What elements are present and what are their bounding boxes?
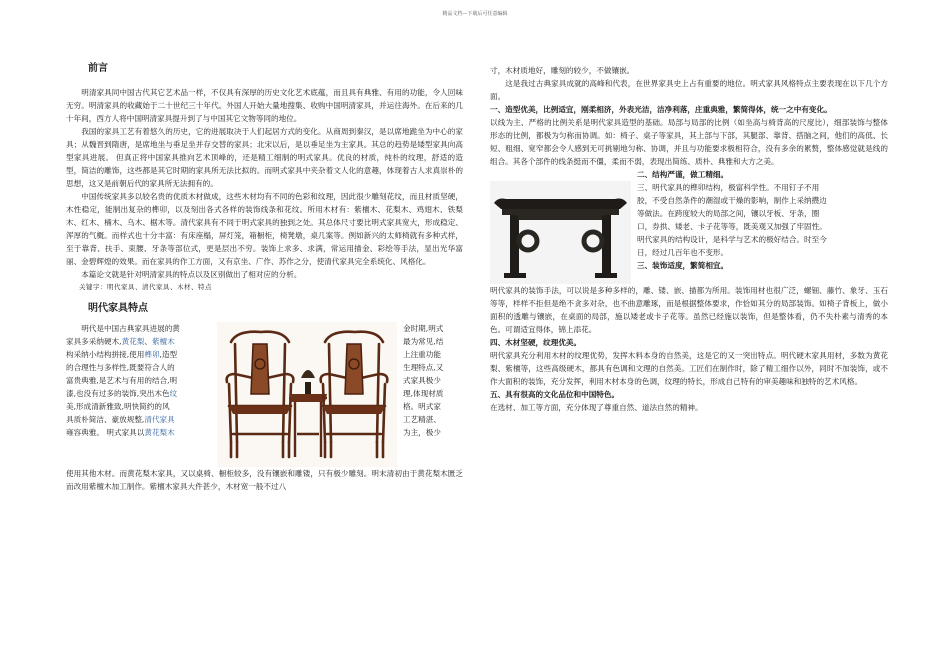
structure-line: 口，券拱、矮老、卡子花等等，既美观又加强了牢固性。 (637, 222, 827, 231)
paragraph-3: 明代家具的装饰手法，可以说是多种多样的，雕、镂、嵌、描都为所用。装饰用材也很广泛，螺钿、藤竹、象牙、玉石等等，样样不拒但是绝不贪多对杂，也不曲意雕琢，而是根据整体要求，作恰如其分的局部装饰。如椅子背板上，做小面积的透雕与镶嵌，在桌面的局部，施以矮老或卡子花等。虽然已经施以装饰，但是整体看，仍不失朴素与清秀的本色。可谓适宜得体，锦上添花。 (490, 286, 888, 334)
wrap-line: 明代是中国古典家具进展的黄 (81, 324, 180, 333)
wrap-line: 美,形成清新雅致,明快简约的风 (66, 402, 170, 411)
intro-line-1: 寸，木材质地好，雕刻的较少，不做镶嵌。 (490, 66, 635, 75)
wrap-line: 构采纳小结构拼接,使用榫卯,造型 (66, 350, 178, 359)
wrap-line: 的合理性与多样性,既要符合人的 (66, 363, 175, 372)
page-header: 精品文档—下载后可任意编辑 (442, 11, 508, 17)
intro-line-2: 这是我过古典家具成就的高峰和代表，在世界家具史上占有重要的地位。明式家具风格特点主要表现在以下几个方面。 (490, 79, 888, 101)
wrap-line: 漆,也没有过多的装饰,突出木色纹 (66, 389, 178, 398)
wrap-line: 家具多采纳硬木,黄花梨、紫檀木 (66, 337, 175, 346)
structure-line: 日，经过几百年也不变形。 (637, 248, 729, 257)
heading-3: 三、装饰适度，繁简相宜。 (637, 261, 729, 270)
preface-title: 前言 (88, 63, 108, 74)
left-column (66, 62, 463, 493)
link-huanghualimu[interactable]: 黄花梨木 (144, 428, 175, 437)
preface-paragraph-2: 我国的家具工艺有着悠久的历史，它的进展取决于人们起居方式的变化。从商周到秦汉，是以席地跪坐为中心的家具；从魏晋到隋唐，是席地坐与垂足坐并存交替的家具；北宋以后，是以垂足坐为主家具。其总的趋势是矮型家具向高型家具进展。 但真正将中国家具推向艺术顶峰的，还是精工细制的明式家具。优良的材质，纯朴的纹理，舒适的造型，简洁的雕饰，这些都是其它时期的家具所无法比拟的。而明式家具中夹杂着文人化的意趣，体现着古人求真崇朴的思想，这又是前朝后代的家具所无法拥有的。 (66, 127, 463, 188)
link-huanghuali[interactable]: 黄花梨 (121, 337, 145, 346)
features-wrap (66, 322, 463, 467)
preface-paragraph-4: 本篇论文就是针对明清家具的特点以及区别做出了相对应的分析。 (81, 270, 302, 279)
wrap-line: 工艺精湛、 (403, 415, 441, 424)
ming-table-image (490, 181, 631, 284)
heading-5: 五、具有很高的文化品位和中国特色。 (490, 390, 620, 399)
paragraph-1: 以线为主、严格的比例关系是明代家具造型的基础。局部与局部的比例（如坐高与椅背高的尺度比），细部装饰与整体形态的比例，都极为匀称而协调。如：椅子、桌子等家具，其上部与下部，其腿部、靠背、搭脑之间，他们的高低、长短、粗细、宽窄都会令人感到无可挑剔地匀称、协调，并且与功能要求极相符合，没有多余的累赘，整体感觉就是线的组合。其各个部件的线条挺而不僵，柔而不弱，表现出简练、质朴、典雅和大方之美。 (490, 118, 888, 166)
wrap-line: 最为常见,结 (403, 337, 444, 346)
wrap-line: 理,体现材质 (403, 389, 444, 398)
heading-1: 一、造型优美，比例适宜，刚柔相济，外表光洁，洁净利落，庄重典雅，繁简得体，统一之中有变化。 (490, 105, 832, 114)
structure-line: 三、明代家具的榫卯结构，极富科学性。不用钉子不用 (637, 183, 820, 192)
wrap-line: 上注重功能 (403, 350, 441, 359)
preface-paragraph-3: 中国传统家具多以较名贵的优质木材做成，这些木材均有不同的色彩和纹理，因此很少雕刻花纹，而且材质坚硬，木性稳定，能制出复杂的榫卯，以及刻出各式各样的装饰线条和花纹。所用木材有：紫檀木、花梨木、鸡翅木、铁梨木、红木、楠木、乌木、椐木等。清代家具有不同于明式家具的独到之处。其总体尺寸要比明式家具宽大，形成稳定、浑厚的气概。而样式也十分丰富：有床座榻，屏灯笼，箱橱柜，椅凳墩，桌几案等。例如新兴的太师椅就有多种式样，至于靠背、扶手、束腰、牙条等部位式，更是层出不穷。装饰上求多、求满，常运用描金、彩绘等手法，显出光华富丽、金碧辉煌的效果。而在家具的作工方面，又有京坐、广作、苏作之分，使清代家具完全系统化、风格化。 (66, 192, 463, 266)
structure-wrap (490, 168, 888, 284)
paragraph-5: 在选材、加工等方面，充分体现了尊重自然、道法自然的精神。 (490, 403, 703, 412)
features-right-text (403, 322, 451, 467)
heading-2: 二、结构严谨，做工精细。 (637, 170, 729, 179)
wrap-line: 式家具极少 (403, 376, 441, 385)
features-title: 明代家具特点 (88, 303, 148, 314)
link-zitan[interactable]: 紫檀木 (151, 337, 175, 346)
features-left-text (66, 322, 211, 467)
wrap-line: 具质朴简洁、豪放规整,清代家具 (66, 415, 175, 424)
preface-paragraph-1: 明清家具同中国古代其它艺术品一样，不仅具有深厚的历史文化艺术底蕴，而且具有典雅、有用的功能，令人回味无穷。明清家具的收藏始于二十世纪三十年代。外国人开始大量地搜集、收购中国明清家具，并运往海外。在后来的几十年间，西方人将中国明清家具提升到了与中国其它文物等同的地位。 (66, 88, 463, 123)
heading-4: 四、木材坚硬，纹理优美。 (490, 338, 582, 347)
wrap-line: 格。明式家 (403, 402, 441, 411)
wrap-line: 生理特点,又 (403, 363, 444, 372)
wrap-line: 金时期,明式 (403, 324, 444, 333)
wrap-line: 为主，极少 (403, 428, 441, 437)
structure-text (637, 168, 888, 284)
wrap-line: 雍容典雅。 明式家具以黄花梨木 (66, 428, 175, 437)
link-sunmao[interactable]: 榫卯 (144, 350, 160, 359)
ming-chairs-image (217, 322, 397, 467)
structure-line: 明代家具的结构设计，是科学与艺术的极好结合。时至今 (637, 235, 827, 244)
structure-line: 等做法。在跨度较大的局部之间，镶以牙板、牙条，圈 (637, 209, 820, 218)
wrap-line: 富贵典雅,是艺术与有用的结合,明 (66, 376, 178, 385)
right-column (490, 64, 888, 414)
keywords: 关键字：明代家具、清代家具、木材、特点 (79, 283, 212, 291)
link-qingdai[interactable]: 清代家具 (144, 415, 175, 424)
features-after-image: 使用其他木材。而黄花梨木家具，又以桌椅、橱柜较多，没有镶嵌和雕镂，只有极少雕刻。明末清初由于黄花梨木匮乏而改用紫檀木加工制作。紫檀木家具大件甚少，木材宽一般不过八 (66, 469, 463, 491)
structure-line: 胶，不受自然条件的潮湿或干燥的影响，制作上采纳攒边 (637, 196, 827, 205)
link-wenli[interactable]: 纹 (169, 389, 178, 398)
paragraph-4: 明代家具充分利用木材的纹理优势，发挥木料本身的自然美，这是它的又一突出特点。明代硬木家具用材，多数为黄花梨、紫檀等，这些高级硬木，都具有色调和文理的自然美。工匠们在制作时，除了精工细作以外，同时不加装饰，或不作大面积的装饰，充分发挥，利用木材本身的色调，纹理的特长，形成自己特有的审美趣味和独特的艺术风格。 (490, 351, 888, 386)
